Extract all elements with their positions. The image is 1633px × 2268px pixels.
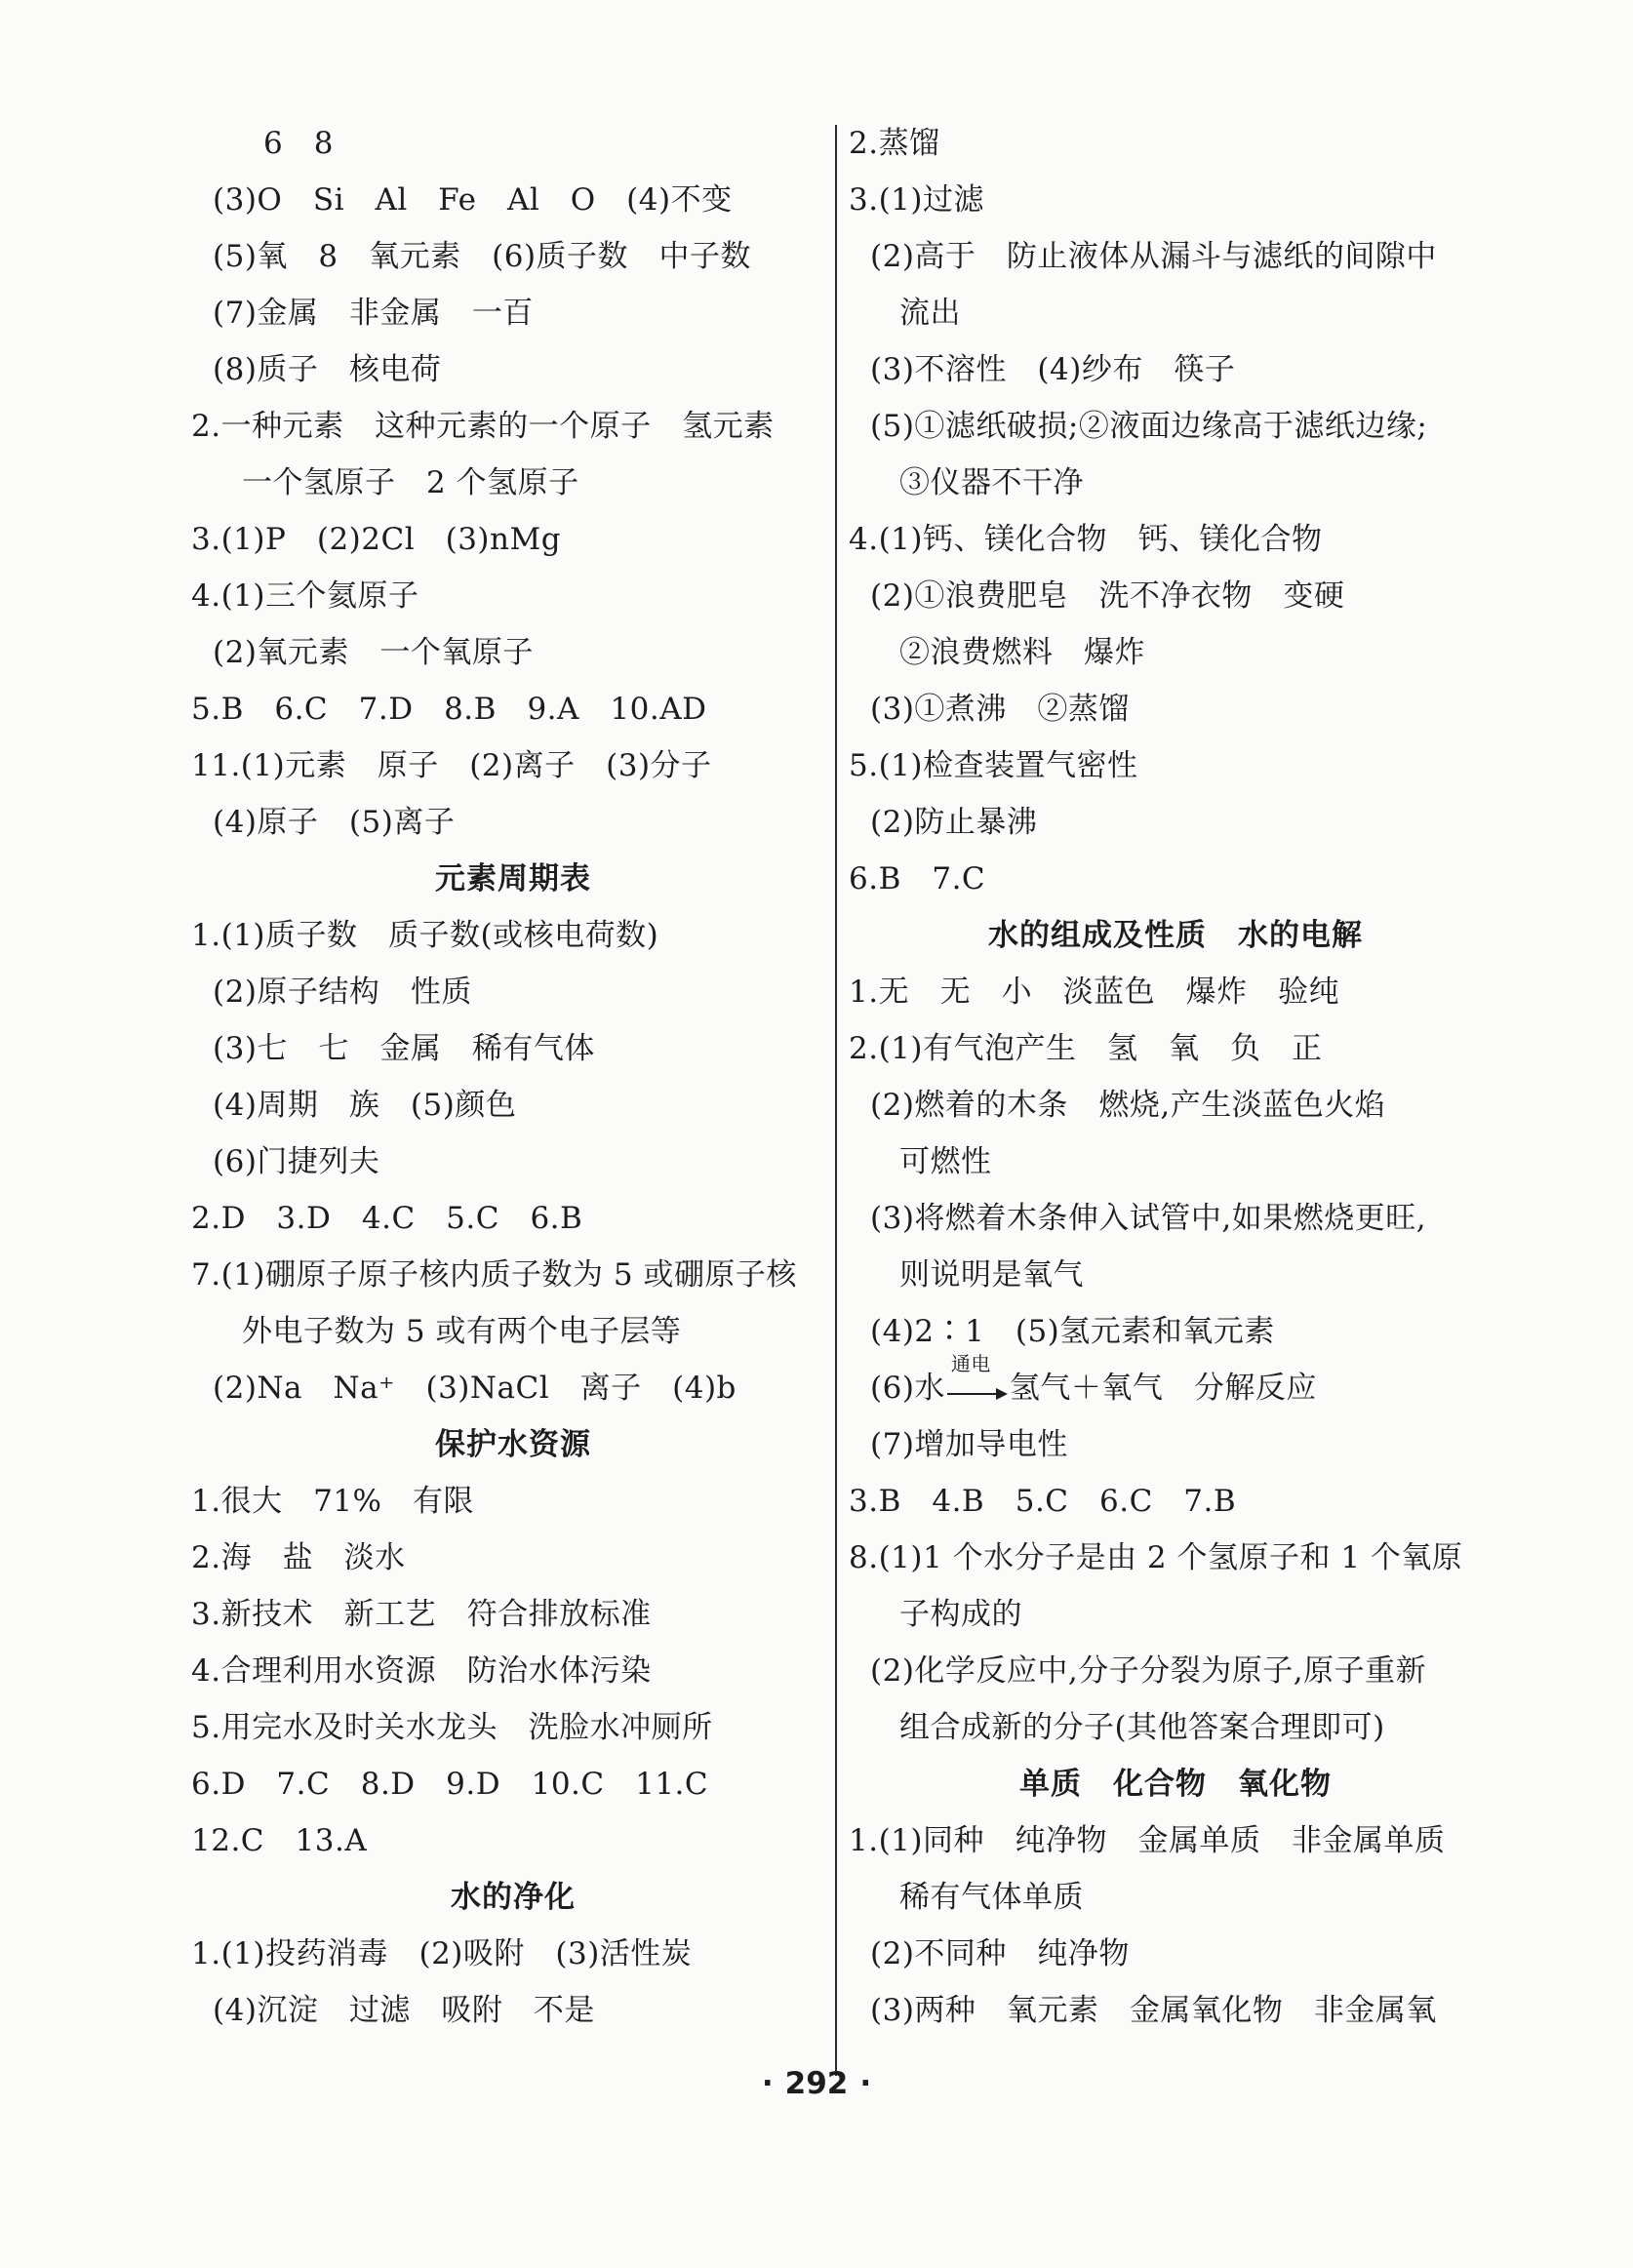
answer-line: 3.(1)过滤 [849, 182, 984, 218]
answer-line: 外电子数为 5 或有两个电子层等 [242, 1314, 682, 1349]
answer-line: (4)2∶1 (5)氢元素和氧元素 [870, 1314, 1275, 1349]
reaction-products: 氢气＋氧气 分解反应 [1009, 1371, 1317, 1406]
answer-line: (4)原子 (5)离子 [213, 805, 456, 840]
answer-line: (8)质子 核电荷 [213, 352, 442, 387]
answer-line: 则说明是氧气 [899, 1257, 1084, 1293]
page-number-dot: · [761, 2066, 774, 2101]
answer-line: (6)门捷列夫 [213, 1144, 380, 1179]
reaction-arrow-icon [947, 1351, 1008, 1405]
answer-line: (2)Na Na⁺ (3)NaCl 离子 (4)b [213, 1371, 737, 1406]
answer-line: (3)O Si Al Fe Al O (4)不变 [213, 182, 733, 218]
answer-line: 1.无 无 小 淡蓝色 爆炸 验纯 [849, 975, 1340, 1010]
answer-line: (5)①滤纸破损;②液面边缘高于滤纸边缘; [870, 409, 1428, 444]
page-number [0, 2066, 1633, 2101]
answer-line: (2)防止暴沸 [870, 805, 1038, 840]
answer-line: 1.很大 71% 有限 [191, 1484, 474, 1519]
answer-line: (2)氧元素 一个氧原子 [213, 635, 534, 670]
reaction-reactant: (6)水 [870, 1371, 945, 1406]
reaction-condition: 通电 [950, 1351, 991, 1375]
answer-line: 2.蒸馏 [849, 126, 940, 161]
answer-line: 3.B 4.B 5.C 6.C 7.B [849, 1484, 1237, 1519]
answer-line: 2.(1)有气泡产生 氢 氧 负 正 [849, 1031, 1323, 1066]
answer-line: 稀有气体单质 [899, 1880, 1084, 1915]
answer-line: 8.(1)1 个水分子是由 2 个氢原子和 1 个氧原 [849, 1540, 1463, 1575]
answer-line: (4)沉淀 过滤 吸附 不是 [213, 1993, 595, 2028]
answer-line: 1.(1)投药消毒 (2)吸附 (3)活性炭 [191, 1936, 693, 1971]
answer-line: 1.(1)同种 纯净物 金属单质 非金属单质 [849, 1823, 1446, 1858]
answer-line: ③仪器不干净 [899, 465, 1084, 500]
answer-line: 7.(1)硼原子原子核内质子数为 5 或硼原子核 [191, 1257, 797, 1293]
answer-line: (2)①浪费肥皂 洗不净衣物 变硬 [870, 578, 1345, 614]
answer-line: 11.(1)元素 原子 (2)离子 (3)分子 [191, 748, 712, 783]
answer-line: 5.用完水及时关水龙头 洗脸水冲厕所 [191, 1710, 713, 1745]
answer-line: 2.海 盐 淡水 [191, 1540, 406, 1575]
answer-line: 5.B 6.C 7.D 8.B 9.A 10.AD [191, 692, 707, 727]
answer-line: (2)原子结构 性质 [213, 975, 472, 1010]
section-heading: 元素周期表 [435, 861, 591, 896]
answer-line: 5.(1)检查装置气密性 [849, 748, 1138, 783]
answer-line: (2)化学反应中,分子分裂为原子,原子重新 [870, 1653, 1427, 1689]
answer-line: 6 8 [263, 126, 334, 161]
answer-line: (5)氧 8 氧元素 (6)质子数 中子数 [213, 239, 752, 274]
answer-line-reaction [849, 1351, 1502, 1416]
answer-line: 4.(1)三个氦原子 [191, 578, 419, 614]
answer-line: 2.D 3.D 4.C 5.C 6.B [191, 1201, 583, 1236]
answer-line: (2)高于 防止液体从漏斗与滤纸的间隙中 [870, 239, 1437, 274]
answer-line: (7)金属 非金属 一百 [213, 296, 534, 331]
answer-line: (2)不同种 纯净物 [870, 1936, 1130, 1971]
answer-line: (3)两种 氧元素 金属氧化物 非金属氧 [870, 1993, 1437, 2028]
answer-line: ②浪费燃料 爆炸 [899, 635, 1145, 670]
answer-line: 子构成的 [899, 1597, 1022, 1632]
answer-line: 4.合理利用水资源 防治水体污染 [191, 1653, 652, 1689]
page-number-dot: · [859, 2066, 872, 2101]
answer-line: (2)燃着的木条 燃烧,产生淡蓝色火焰 [870, 1088, 1386, 1123]
answer-line: (3)①煮沸 ②蒸馏 [870, 692, 1130, 727]
answer-line: 6.D 7.C 8.D 9.D 10.C 11.C [191, 1767, 709, 1802]
answer-line: 可燃性 [899, 1144, 992, 1179]
answer-line: (3)不溶性 (4)纱布 筷子 [870, 352, 1236, 387]
answer-line: 流出 [899, 296, 961, 331]
answer-line: 6.B 7.C [849, 861, 986, 896]
section-heading: 保护水资源 [435, 1427, 591, 1462]
answer-line: 一个氢原子 2 个氢原子 [242, 465, 579, 500]
page-number-value: 292 [784, 2066, 849, 2101]
column-divider [835, 125, 837, 2076]
answer-line: 2.一种元素 这种元素的一个原子 氢元素 [191, 409, 775, 444]
answer-line: 4.(1)钙、镁化合物 钙、镁化合物 [849, 522, 1323, 557]
right-column [849, 115, 1502, 2039]
answer-line: 12.C 13.A [191, 1823, 368, 1858]
answer-line: (3)将燃着木条伸入试管中,如果燃烧更旺, [870, 1201, 1427, 1236]
left-column [191, 115, 835, 2039]
section-heading: 水的组成及性质 水的电解 [988, 918, 1363, 953]
answer-line: 3.新技术 新工艺 符合排放标准 [191, 1597, 652, 1632]
answer-line: (7)增加导电性 [870, 1427, 1068, 1462]
section-heading: 单质 化合物 氧化物 [1019, 1767, 1332, 1802]
answer-line: (3)七 七 金属 稀有气体 [213, 1031, 595, 1066]
answer-line: 1.(1)质子数 质子数(或核电荷数) [191, 918, 659, 953]
section-heading: 水的净化 [451, 1880, 576, 1915]
answer-line: 组合成新的分子(其他答案合理即可) [899, 1710, 1385, 1745]
answer-line: 3.(1)P (2)2Cl (3)nMg [191, 522, 562, 557]
answer-line: (4)周期 族 (5)颜色 [213, 1088, 517, 1123]
